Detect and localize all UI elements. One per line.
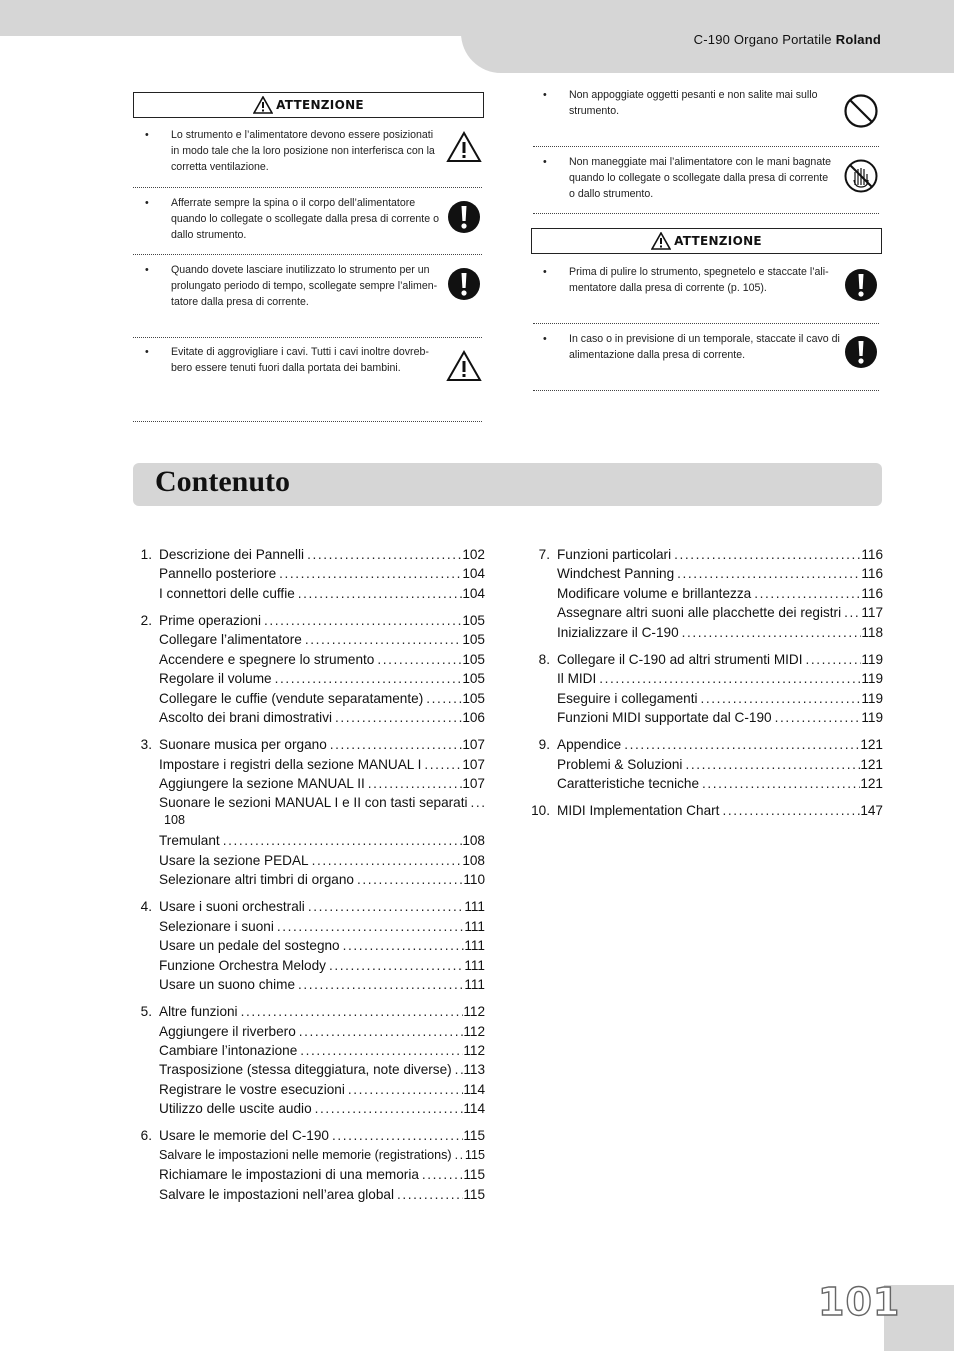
toc-entry-title: Cambiare l’intonazione: [159, 1043, 298, 1058]
toc-chapter[interactable]: [557, 801, 883, 821]
toc-entry[interactable]: [557, 564, 883, 584]
safety-item-line: dallo strumento.: [171, 229, 247, 242]
toc-entry-title: Usare un suono chime: [159, 977, 296, 992]
toc-chapter-number: 10.: [531, 803, 550, 819]
mandatory-action-icon: [843, 267, 879, 303]
toc-entry-title: Trasposizione (stessa diteggiatura, note diverse): [159, 1062, 452, 1078]
toc-leader-dots: [340, 936, 465, 956]
safety-item-line: In caso o in previsione di un temporale, staccate il cavo di: [569, 333, 840, 345]
safety-item-line: Quando dovete lasciare inutilizzato lo strumento per un: [171, 264, 430, 276]
toc-entry[interactable]: [159, 793, 485, 813]
toc-leader-dots: [345, 1080, 463, 1100]
safety-item-line: Lo strumento e l’alimentatore devono essere posizionati: [171, 129, 434, 141]
bullet: •: [145, 197, 149, 209]
toc-leader-dots: [452, 1060, 464, 1080]
toc-chapter-page: 105: [462, 613, 485, 628]
no-wet-hands-icon: [843, 158, 879, 194]
toc-entry-title: Funzione Orchestra Melody: [159, 957, 326, 973]
safety-item-text: [171, 344, 429, 376]
toc-entry-title: Windchest Panning: [557, 566, 675, 582]
section-title: Contenuto: [155, 465, 291, 498]
toc-entry-title: Funzioni MIDI supportate dal C-190: [557, 710, 772, 725]
toc-entry[interactable]: [159, 755, 485, 775]
toc-chapter-page: 116: [861, 547, 883, 562]
toc-entry[interactable]: [159, 1165, 485, 1185]
toc-entry-title: Aggiungere il riverbero: [159, 1023, 296, 1039]
toc-entry[interactable]: [557, 774, 883, 794]
header-product: C-190 Organo Portatile: [693, 32, 832, 47]
toc-leader-dots: [312, 1099, 464, 1119]
toc-leader-dots: [452, 1146, 465, 1166]
safety-item-line: prolungato periodo di tempo, scollegate sempre l’alimen-: [171, 280, 438, 293]
toc-entry[interactable]: [159, 975, 485, 995]
toc-entry-page: 111: [464, 977, 485, 992]
toc-leader-dots: [682, 755, 860, 775]
toc-chapter-page: 111: [464, 899, 485, 915]
section-title-band: [133, 463, 882, 506]
toc-entry-page: 107: [462, 756, 485, 772]
toc-leader-dots: [621, 735, 860, 755]
toc-chapter-title: Usare le memorie del C-190: [159, 1128, 329, 1144]
toc-entry-title: Il MIDI: [557, 671, 597, 687]
bullet: •: [543, 266, 547, 278]
toc-leader-dots: [297, 1041, 463, 1061]
toc-entry-title: Pannello posteriore: [159, 566, 277, 582]
toc-entry-page: 118: [861, 624, 883, 640]
toc-leader-dots: [671, 545, 861, 565]
toc-leader-dots: [803, 650, 862, 670]
safety-item-line: Prima di pulire lo strumento, spegnetelo e staccate l’ali-: [569, 266, 829, 278]
toc-entry-page: 121: [860, 776, 883, 791]
caution-triangle-icon: [253, 96, 273, 114]
toc-entry[interactable]: [159, 1060, 485, 1080]
toc-chapter[interactable]: [159, 611, 485, 631]
toc-leader-dots: [276, 564, 462, 584]
toc-entry-page: 112: [463, 1043, 485, 1058]
bullet: •: [543, 89, 547, 101]
toc-leader-dots: [302, 630, 463, 650]
toc-leader-dots: [751, 584, 861, 604]
safety-symbol: [843, 93, 879, 134]
safety-symbol: [446, 348, 482, 389]
dotted-separator: [533, 390, 879, 391]
toc-entry-title: Accendere e spegnere lo strumento: [159, 651, 375, 667]
prohibited-icon: [843, 93, 879, 129]
toc-entry[interactable]: [159, 1022, 485, 1042]
toc-entry[interactable]: [159, 956, 485, 976]
mandatory-action-icon: [446, 199, 482, 235]
toc-chapter[interactable]: [159, 735, 485, 755]
toc-chapter-title: Collegare il C-190 ad altri strumenti MIDI: [557, 651, 803, 667]
safety-item-text: [569, 331, 840, 363]
left-caution-label: ATTENZIONE: [276, 98, 364, 112]
toc-chapter-title: Descrizione dei Pannelli: [159, 547, 305, 562]
toc-entry[interactable]: [159, 1185, 485, 1205]
toc-entry-page: 105: [462, 632, 485, 648]
safety-item-text: [171, 127, 435, 176]
toc-chapter[interactable]: [159, 545, 485, 565]
toc-entry-title: Salvare le impostazioni nell’area global: [159, 1186, 395, 1202]
toc-chapter-number: 9.: [538, 737, 550, 753]
toc-chapter-number: 8.: [538, 651, 550, 667]
toc-chapter[interactable]: [557, 545, 883, 565]
bullet: •: [145, 129, 149, 141]
toc-entry[interactable]: [557, 708, 883, 728]
toc-chapter-page: 112: [463, 1004, 485, 1020]
toc-entry-page: 105: [462, 651, 485, 667]
toc-leader-dots: [719, 801, 860, 821]
safety-item-line: in modo tale che la loro posizione non interferisca con la: [171, 145, 435, 158]
toc-chapter-page: 147: [860, 803, 883, 819]
toc-leader-dots: [699, 774, 860, 794]
toc-chapter-page: 121: [860, 737, 883, 753]
toc-entry-title: Ascolto dei brani dimostrativi: [159, 710, 333, 725]
toc-leader-dots: [365, 774, 463, 794]
toc-entry-title: Aggiungere la sezione MANUAL II: [159, 776, 365, 791]
toc-entry-page: 112: [463, 1023, 485, 1039]
toc-leader-dots: [295, 584, 463, 604]
toc-entry-title: Assegnare altri suoni alle placchette dei registri: [557, 605, 842, 621]
safety-item-line: Evitate di aggrovigliare i cavi. Tutti i cavi inoltre dovreb-: [171, 346, 429, 358]
safety-item-text: [569, 87, 818, 119]
bullet: •: [543, 333, 547, 345]
toc-entry-title: Inizializzare il C-190: [557, 624, 679, 640]
toc-chapter[interactable]: [159, 1126, 485, 1146]
toc-entry-title: Usare la sezione PEDAL: [159, 852, 309, 868]
safety-item-line: quando lo collegate o scollegate dalla presa di corrente o: [171, 213, 439, 226]
toc-entry-title: Regolare il volume: [159, 671, 272, 687]
safety-item-text: [171, 195, 439, 244]
bullet: •: [543, 156, 547, 168]
toc-chapter[interactable]: [159, 1002, 485, 1022]
toc-leader-dots: [374, 650, 462, 670]
toc-chapter-page: 115: [463, 1128, 485, 1144]
toc-chapter-title: Altre funzioni: [159, 1004, 238, 1020]
toc-entry-page: 108: [462, 852, 485, 868]
toc-entry[interactable]: [557, 755, 883, 775]
toc-leader-dots: [394, 1185, 463, 1205]
toc-entry-page: 105: [462, 671, 485, 687]
toc-chapter-number: 5.: [140, 1004, 152, 1020]
toc-chapter[interactable]: [557, 650, 883, 670]
toc-entry[interactable]: [159, 851, 485, 871]
right-caution-heading: [531, 228, 882, 254]
toc-entry[interactable]: [159, 650, 485, 670]
bullet: •: [145, 346, 149, 358]
warning-triangle-icon: [446, 129, 482, 165]
toc-leader-dots: [674, 564, 861, 584]
toc-entry-page: 111: [464, 957, 485, 973]
safety-item-line: strumento.: [569, 105, 620, 118]
toc-entry[interactable]: [557, 584, 883, 604]
toc-leader-dots: [272, 669, 463, 689]
toc-leader-dots: [679, 623, 862, 643]
toc-entry-title: Caratteristiche tecniche: [557, 776, 700, 791]
toc-entry[interactable]: [159, 936, 485, 956]
toc-entry-page: 114: [463, 1081, 485, 1097]
safety-item-line: mentatore dalla presa di corrente (p. 105).: [569, 282, 767, 295]
safety-symbol: [843, 267, 879, 308]
toc-chapter[interactable]: [557, 735, 883, 755]
right-caution-label: ATTENZIONE: [674, 234, 762, 248]
toc-entry-title: Salvare le impostazioni nelle memorie (registrations): [159, 1147, 452, 1162]
toc-leader-dots: [596, 669, 861, 689]
toc-entry-title: I connettori delle cuffie: [159, 585, 295, 601]
toc-entry-page: 108: [164, 813, 186, 828]
caution-triangle-icon: [651, 232, 671, 250]
toc-leader-dots: [274, 917, 464, 937]
toc-entry[interactable]: [159, 1099, 485, 1119]
dotted-separator: [533, 323, 879, 324]
safety-item-line: Afferrate sempre la spina o il corpo dell’alimentatore: [171, 197, 416, 209]
toc-chapter-number: 3.: [140, 737, 152, 753]
toc-entry-title: Collegare l’alimentatore: [159, 632, 302, 648]
toc-entry-page: 116: [861, 585, 883, 601]
safety-item-line: Non maneggiate mai l’alimentatore con le mani bagnate: [569, 156, 832, 168]
toc-entry-title: Selezionare i suoni: [159, 918, 274, 934]
toc-leader-dots: [329, 1126, 463, 1146]
safety-symbol: [446, 129, 482, 170]
toc-leader-dots: [419, 1165, 463, 1185]
toc-entry-page: 113: [463, 1062, 485, 1078]
toc-entry-title: Utilizzo delle uscite audio: [159, 1101, 312, 1117]
left-caution-heading: [133, 92, 484, 118]
toc-entry-title: Selezionare altri timbri di organo: [159, 872, 354, 888]
toc-entry-page: 114: [463, 1101, 485, 1117]
toc-chapter-page: 102: [462, 547, 485, 562]
toc-entry-title: Usare un pedale del sostegno: [159, 938, 340, 954]
toc-entry[interactable]: [159, 708, 485, 728]
safety-symbol: [843, 334, 879, 375]
toc-leader-dots: [304, 545, 462, 565]
toc-chapter-title: Suonare musica per organo: [159, 737, 327, 753]
toc-leader-dots: [305, 897, 465, 917]
toc-chapter-title: MIDI Implementation Chart: [557, 803, 720, 819]
safety-item-line: corretta ventilazione.: [171, 161, 269, 174]
toc-entry[interactable]: [557, 603, 883, 623]
toc-leader-dots: [698, 689, 862, 709]
toc-leader-dots: [326, 956, 464, 976]
mandatory-action-icon: [843, 334, 879, 370]
toc-chapter-number: 7.: [538, 547, 550, 562]
toc-entry-page: 104: [462, 585, 485, 601]
warning-triangle-icon: [446, 348, 482, 384]
toc-entry[interactable]: [557, 689, 883, 709]
safety-symbol: [843, 158, 879, 199]
dotted-separator: [533, 213, 879, 214]
toc-chapter-title: Appendice: [557, 737, 622, 753]
toc-chapter-page: 107: [462, 737, 485, 753]
toc-entry-page: 121: [860, 756, 883, 772]
toc-entry[interactable]: [159, 1041, 485, 1061]
toc-chapter-number: 1.: [140, 547, 152, 562]
toc-entry[interactable]: [159, 564, 485, 584]
toc-entry-title: Collegare le cuffie (vendute separatamente): [159, 690, 424, 706]
toc-entry-title: Tremulant: [159, 833, 220, 849]
toc-entry-page: 111: [464, 918, 485, 934]
header-title: [694, 32, 881, 47]
toc-entry[interactable]: [159, 1146, 485, 1166]
toc-entry-page: 117: [861, 605, 883, 621]
toc-entry[interactable]: [159, 1080, 485, 1100]
dotted-separator: [533, 146, 879, 147]
toc-entry-title: Richiamare le impostazioni di una memoria: [159, 1167, 419, 1183]
dotted-separator: [133, 421, 482, 422]
toc-leader-dots: [238, 1002, 464, 1022]
toc-chapter-title: Funzioni particolari: [557, 547, 672, 562]
page-number: 101: [818, 1280, 901, 1324]
toc-chapter-number: 6.: [140, 1128, 152, 1144]
toc-entry-page: 119: [861, 710, 883, 725]
toc-entry-page: 116: [861, 566, 883, 582]
safety-symbol: [446, 266, 482, 307]
toc-leader-dots: [421, 755, 462, 775]
toc-entry-page: 105: [462, 690, 485, 706]
toc-leader-dots: [261, 611, 462, 631]
safety-item-text: [569, 264, 829, 296]
toc-entry[interactable]: [557, 623, 883, 643]
dotted-separator: [133, 337, 482, 338]
toc-entry-page: 106: [462, 710, 485, 725]
toc-entry-title: Impostare i registri della sezione MANUAL I: [159, 756, 422, 772]
header-brand-logo: Roland: [835, 32, 881, 47]
toc-entry-page: 115: [463, 1186, 485, 1202]
toc-entry[interactable]: [557, 669, 883, 689]
toc-entry-title: Eseguire i collegamenti: [557, 690, 698, 706]
toc-entry-page: 107: [462, 776, 485, 791]
toc-chapter[interactable]: [159, 897, 485, 917]
safety-item-line: quando lo collegate o scollegate dalla presa di corrente: [569, 172, 829, 185]
safety-item-line: Non appoggiate oggetti pesanti e non salite mai sullo: [569, 89, 818, 101]
toc-entry[interactable]: [159, 584, 485, 604]
toc-entry-page: 119: [861, 690, 883, 706]
toc-entry-page: 115: [464, 1147, 485, 1162]
toc-entry-page: 104: [462, 566, 485, 582]
dotted-separator: [133, 254, 482, 255]
toc-chapter-title: Prime operazioni: [159, 613, 261, 628]
toc-leader-dots: [468, 793, 485, 813]
toc-entry-page: 115: [463, 1167, 485, 1183]
toc-entry[interactable]: [159, 870, 485, 890]
toc-entry-title: Modificare volume e brillantezza: [557, 585, 752, 601]
toc-chapter-title: Usare i suoni orchestrali: [159, 899, 305, 915]
toc-entry-page: 110: [463, 872, 485, 888]
toc-entry-title: Problemi & Soluzioni: [557, 756, 683, 772]
toc-entry[interactable]: [159, 689, 485, 709]
toc-leader-dots: [295, 975, 464, 995]
safety-item-line: bero essere tenuti fuori dalla portata dei bambini.: [171, 362, 401, 375]
toc-leader-dots: [327, 735, 463, 755]
safety-item-text: [171, 262, 437, 311]
toc-leader-dots: [423, 689, 462, 709]
toc-entry[interactable]: [159, 831, 485, 851]
dotted-separator: [133, 187, 482, 188]
safety-item-text: [569, 154, 831, 203]
safety-item-line: o dallo strumento.: [569, 188, 654, 201]
toc-entry-title: Registrare le vostre esecuzioni: [159, 1081, 345, 1097]
toc-chapter-number: 2.: [140, 613, 152, 628]
toc-entry-page: 108: [462, 833, 485, 849]
toc-entry-title: Suonare le sezioni MANUAL I e II con tasti separati: [159, 795, 468, 811]
toc-chapter-page: 119: [861, 651, 883, 667]
toc-entry[interactable]: [159, 917, 485, 937]
toc-leader-dots: [841, 603, 861, 623]
safety-symbol: [446, 199, 482, 240]
toc-entry[interactable]: [159, 669, 485, 689]
toc-leader-dots: [354, 870, 463, 890]
toc-entry-page: 111: [464, 938, 485, 954]
mandatory-action-icon: [446, 266, 482, 302]
toc-leader-dots: [296, 1022, 464, 1042]
safety-item-line: alimentazione dalla presa di corrente.: [569, 349, 746, 362]
toc-entry[interactable]: [159, 774, 485, 794]
toc-entry[interactable]: [159, 630, 485, 650]
toc-leader-dots: [332, 708, 462, 728]
safety-item-line: tatore dalla presa di corrente.: [171, 296, 309, 309]
toc-leader-dots: [220, 831, 463, 851]
toc-leader-dots: [309, 851, 463, 871]
toc-entry-page: 119: [861, 671, 883, 687]
toc-leader-dots: [772, 708, 862, 728]
bullet: •: [145, 264, 149, 276]
toc-chapter-number: 4.: [140, 899, 152, 915]
